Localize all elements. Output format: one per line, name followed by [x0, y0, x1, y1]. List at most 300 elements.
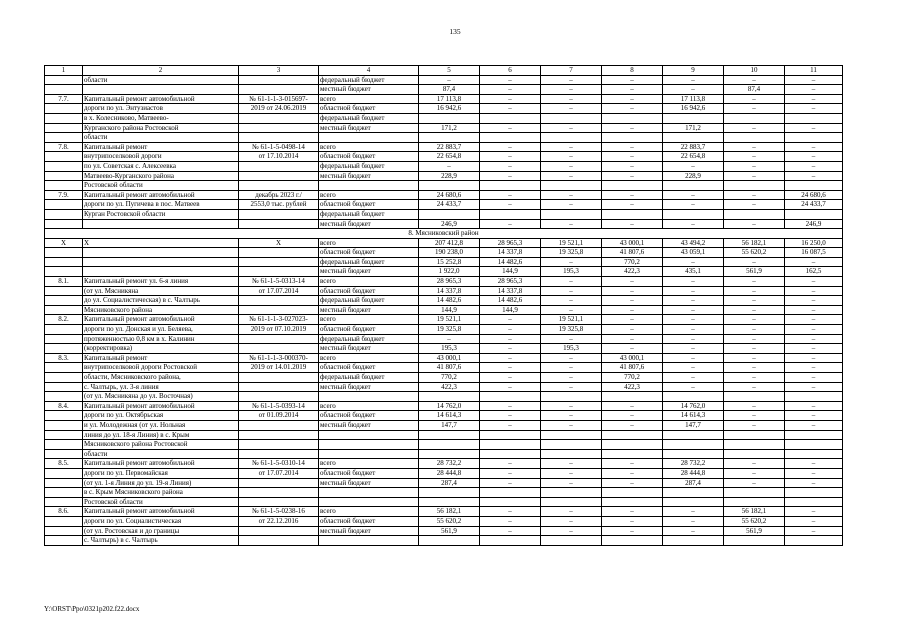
column-header: 4: [319, 66, 419, 76]
table-cell: федеральный бюджет: [319, 296, 419, 306]
table-cell: –: [663, 363, 724, 373]
table-cell: [419, 392, 480, 402]
table-cell: [45, 497, 83, 507]
table-cell: протяженностью 0,8 км в х. Калинин: [83, 334, 239, 344]
table-cell: [724, 449, 785, 459]
table-row: [45, 344, 843, 354]
table-cell: –: [663, 305, 724, 315]
table-cell: –: [724, 219, 785, 229]
table-cell: [663, 133, 724, 143]
table-cell: –: [724, 161, 785, 171]
table-cell: 8.5.: [45, 459, 83, 469]
table-cell: –: [785, 516, 843, 526]
table-cell: –: [724, 373, 785, 383]
table-cell: –: [663, 277, 724, 287]
table-cell: № 61-1-5-0310-14: [239, 459, 319, 469]
table-cell: 17 113,8: [663, 94, 724, 104]
table-cell: –: [419, 334, 480, 344]
table-row: [45, 401, 843, 411]
table-cell: –: [602, 526, 663, 536]
table-cell: –: [785, 123, 843, 133]
table-cell: [785, 133, 843, 143]
table-cell: [602, 536, 663, 546]
table-cell: [319, 497, 419, 507]
table-row: [45, 373, 843, 383]
table-row: [45, 142, 843, 152]
table-cell: [724, 113, 785, 123]
table-cell: [663, 209, 724, 219]
table-cell: [239, 123, 319, 133]
table-cell: –: [602, 334, 663, 344]
table-cell: 2019 от 07.10.2019: [239, 325, 319, 335]
table-cell: [239, 344, 319, 354]
table-cell: –: [724, 315, 785, 325]
table-cell: [45, 161, 83, 171]
table-cell: [480, 536, 541, 546]
table-cell: 144,9: [419, 305, 480, 315]
table-cell: [239, 478, 319, 488]
table-cell: с. Чалтырь, ул. 3-я линия: [83, 382, 239, 392]
table-cell: [45, 420, 83, 430]
table-cell: –: [480, 85, 541, 95]
table-cell: [45, 209, 83, 219]
table-cell: всего: [319, 190, 419, 200]
table-row: [45, 296, 843, 306]
table-row: [45, 190, 843, 200]
table-row: [45, 449, 843, 459]
table-cell: –: [785, 161, 843, 171]
table-cell: –: [480, 478, 541, 488]
table-cell: –: [785, 142, 843, 152]
table-cell: –: [663, 315, 724, 325]
table-cell: дороги по ул. Пугичева в пос. Матвеев: [83, 200, 239, 210]
file-path: Y:\ORST\Ppo\0321p202.f22.docx: [44, 605, 140, 613]
table-cell: [541, 430, 602, 440]
table-cell: [480, 181, 541, 191]
table-cell: 147,7: [419, 420, 480, 430]
table-row: [45, 181, 843, 191]
table-cell: области: [83, 449, 239, 459]
table-cell: 28 444,8: [663, 468, 724, 478]
table-cell: 14 482,6: [419, 296, 480, 306]
table-cell: [319, 392, 419, 402]
table-cell: 190 238,0: [419, 248, 480, 258]
table-cell: областной бюджет: [319, 152, 419, 162]
table-cell: –: [541, 373, 602, 383]
table-cell: Капитальный ремонт автомобильной: [83, 459, 239, 469]
table-cell: –: [663, 85, 724, 95]
table-cell: 770,2: [602, 257, 663, 267]
table-cell: 2553,0 тыс. рублей: [239, 200, 319, 210]
table-cell: –: [602, 459, 663, 469]
table-cell: внутрипоселковой дороги: [83, 152, 239, 162]
table-cell: [602, 209, 663, 219]
table-cell: линия до ул. 18-я Линия) в с. Крым: [83, 430, 239, 440]
table-cell: –: [602, 325, 663, 335]
table-cell: [45, 152, 83, 162]
table-cell: –: [785, 334, 843, 344]
table-row: [45, 277, 843, 287]
table-cell: 8.4.: [45, 401, 83, 411]
table-cell: Ростовской области: [83, 497, 239, 507]
table-cell: [83, 85, 239, 95]
table-cell: [724, 392, 785, 402]
table-cell: от 01.09.2014: [239, 411, 319, 421]
table-cell: [602, 133, 663, 143]
table-cell: –: [724, 123, 785, 133]
table-cell: –: [785, 286, 843, 296]
table-cell: [480, 113, 541, 123]
table-cell: областной бюджет: [319, 516, 419, 526]
table-cell: 14 337,8: [419, 286, 480, 296]
table-cell: 56 182,1: [419, 507, 480, 517]
table-cell: [45, 123, 83, 133]
table-cell: –: [785, 373, 843, 383]
table-cell: 22 654,8: [663, 152, 724, 162]
table-cell: всего: [319, 94, 419, 104]
table-cell: 144,9: [480, 267, 541, 277]
table-cell: [239, 526, 319, 536]
table-cell: [602, 488, 663, 498]
table-cell: [419, 113, 480, 123]
table-cell: 22 654,8: [419, 152, 480, 162]
table-cell: [663, 536, 724, 546]
table-row: [45, 94, 843, 104]
table-cell: 56 182,1: [724, 238, 785, 248]
table-cell: [239, 449, 319, 459]
table-cell: –: [724, 152, 785, 162]
table-cell: [239, 161, 319, 171]
table-row: [45, 219, 843, 229]
table-cell: 41 807,6: [419, 363, 480, 373]
table-cell: [45, 516, 83, 526]
table-cell: 8.3.: [45, 353, 83, 363]
table-cell: [45, 219, 83, 229]
table-cell: –: [541, 420, 602, 430]
table-cell: 16 087,5: [785, 248, 843, 258]
table-cell: [45, 200, 83, 210]
table-cell: –: [663, 334, 724, 344]
table-cell: [480, 440, 541, 450]
table-cell: [785, 497, 843, 507]
table-cell: [319, 536, 419, 546]
table-cell: [239, 440, 319, 450]
table-cell: [319, 449, 419, 459]
table-cell: –: [480, 94, 541, 104]
table-cell: 14 337,8: [480, 248, 541, 258]
table-cell: [419, 440, 480, 450]
table-cell: 162,5: [785, 267, 843, 277]
budget-table: [44, 65, 843, 546]
table-cell: [319, 440, 419, 450]
table-cell: 422,3: [419, 382, 480, 392]
table-row: [45, 248, 843, 258]
table-cell: [541, 497, 602, 507]
table-row: [45, 238, 843, 248]
table-cell: федеральный бюджет: [319, 373, 419, 383]
table-cell: [319, 430, 419, 440]
table-cell: [45, 267, 83, 277]
table-cell: –: [541, 94, 602, 104]
table-cell: –: [663, 516, 724, 526]
table-cell: –: [480, 219, 541, 229]
table-cell: местный бюджет: [319, 420, 419, 430]
table-cell: –: [602, 344, 663, 354]
table-cell: –: [724, 344, 785, 354]
table-row: [45, 478, 843, 488]
table-row: [45, 392, 843, 402]
table-cell: [602, 497, 663, 507]
table-cell: [45, 363, 83, 373]
table-cell: декабрь 2023 г./: [239, 190, 319, 200]
table-cell: –: [724, 200, 785, 210]
table-cell: Мясниковского района: [83, 305, 239, 315]
table-cell: Капитальный ремонт: [83, 142, 239, 152]
table-cell: 7.7.: [45, 94, 83, 104]
table-cell: [480, 488, 541, 498]
table-cell: [419, 181, 480, 191]
table-cell: –: [663, 200, 724, 210]
table-row: [45, 171, 843, 181]
table-row: [45, 85, 843, 95]
table-cell: –: [480, 411, 541, 421]
table-cell: [239, 85, 319, 95]
table-cell: –: [785, 305, 843, 315]
table-cell: –: [724, 459, 785, 469]
table-cell: областной бюджет: [319, 468, 419, 478]
table-cell: –: [602, 104, 663, 114]
table-cell: до ул. Социалистическая) в с. Чалтырь: [83, 296, 239, 306]
table-cell: Капитальный ремонт автомобильной: [83, 507, 239, 517]
table-cell: [45, 257, 83, 267]
table-cell: областной бюджет: [319, 411, 419, 421]
table-cell: по ул. Советская с. Алексеевка: [83, 161, 239, 171]
table-cell: –: [785, 85, 843, 95]
table-cell: от 17.07.2014: [239, 468, 319, 478]
table-cell: [724, 430, 785, 440]
table-cell: дороги по ул. Октябрьская: [83, 411, 239, 421]
table-cell: –: [785, 171, 843, 181]
table-cell: [541, 536, 602, 546]
table-cell: –: [419, 161, 480, 171]
table-cell: 14 482,6: [480, 257, 541, 267]
table-cell: –: [724, 305, 785, 315]
table-cell: 246,9: [785, 219, 843, 229]
table-cell: –: [724, 353, 785, 363]
table-cell: –: [602, 411, 663, 421]
table-cell: [480, 392, 541, 402]
table-cell: 8.1.: [45, 277, 83, 287]
table-cell: –: [480, 459, 541, 469]
table-cell: [45, 373, 83, 383]
table-cell: 28 965,3: [480, 238, 541, 248]
table-cell: –: [480, 315, 541, 325]
table-cell: –: [541, 411, 602, 421]
table-cell: [239, 305, 319, 315]
table-cell: 24 433,7: [419, 200, 480, 210]
table-cell: –: [480, 334, 541, 344]
table-cell: [45, 334, 83, 344]
table-cell: –: [480, 507, 541, 517]
table-cell: 144,9: [480, 305, 541, 315]
column-header: 5: [419, 66, 480, 76]
table-cell: 24 680,6: [785, 190, 843, 200]
table-cell: 22 883,7: [663, 142, 724, 152]
table-cell: –: [541, 200, 602, 210]
table-cell: [239, 430, 319, 440]
table-cell: № 61-1-5-0393-14: [239, 401, 319, 411]
table-cell: –: [785, 344, 843, 354]
table-row: [45, 315, 843, 325]
table-row: [45, 305, 843, 315]
table-cell: Курганского района Ростовской: [83, 123, 239, 133]
table-cell: Курган Ростовской области: [83, 209, 239, 219]
table-cell: –: [480, 190, 541, 200]
table-cell: –: [541, 219, 602, 229]
table-cell: –: [663, 296, 724, 306]
table-cell: –: [541, 478, 602, 488]
table-cell: –: [480, 401, 541, 411]
table-row: [45, 161, 843, 171]
table-cell: 19 521,1: [541, 238, 602, 248]
table-cell: Капитальный ремонт автомобильной: [83, 94, 239, 104]
table-cell: области: [83, 75, 239, 85]
table-cell: [45, 488, 83, 498]
table-cell: дороги по ул. Первомайская: [83, 468, 239, 478]
table-cell: Капитальный ремонт автомобильной: [83, 190, 239, 200]
table-cell: 43 000,1: [602, 238, 663, 248]
table-cell: дороги по ул. Энтузиастов: [83, 104, 239, 114]
header-row: [45, 66, 843, 76]
table-cell: [480, 209, 541, 219]
table-cell: [724, 133, 785, 143]
table-cell: –: [541, 75, 602, 85]
table-cell: [239, 392, 319, 402]
table-cell: [663, 440, 724, 450]
table-row: [45, 459, 843, 469]
table-cell: 41 807,6: [602, 248, 663, 258]
table-cell: –: [602, 200, 663, 210]
table-cell: [724, 209, 785, 219]
table-cell: 15 252,8: [419, 257, 480, 267]
table-cell: 16 942,6: [663, 104, 724, 114]
table-cell: 28 965,3: [480, 277, 541, 287]
table-cell: всего: [319, 142, 419, 152]
table-cell: Х: [83, 238, 239, 248]
table-cell: –: [541, 382, 602, 392]
table-cell: –: [602, 75, 663, 85]
table-cell: № 61-1-1-3-015697-: [239, 94, 319, 104]
table-cell: [724, 440, 785, 450]
table-cell: [785, 536, 843, 546]
table-cell: [541, 181, 602, 191]
table-cell: [541, 440, 602, 450]
table-cell: –: [480, 123, 541, 133]
table-cell: всего: [319, 459, 419, 469]
table-cell: –: [480, 382, 541, 392]
table-cell: 422,3: [602, 382, 663, 392]
table-cell: –: [785, 411, 843, 421]
table-cell: 22 883,7: [419, 142, 480, 152]
table-cell: [785, 113, 843, 123]
table-cell: № 61-1-1-3-027023-: [239, 315, 319, 325]
table-cell: [785, 449, 843, 459]
table-cell: 41 807,6: [602, 363, 663, 373]
table-cell: –: [785, 363, 843, 373]
table-cell: Капитальный ремонт автомобильной: [83, 315, 239, 325]
table-cell: [45, 113, 83, 123]
table-cell: –: [602, 161, 663, 171]
table-cell: 770,2: [419, 373, 480, 383]
table-cell: –: [480, 516, 541, 526]
table-cell: [419, 536, 480, 546]
table-cell: –: [785, 507, 843, 517]
table-cell: –: [541, 459, 602, 469]
table-cell: и ул. Молодежная (от ул. Нольная: [83, 420, 239, 430]
table-cell: –: [541, 161, 602, 171]
table-cell: [724, 497, 785, 507]
table-cell: 24 433,7: [785, 200, 843, 210]
table-cell: [785, 181, 843, 191]
page-number: 135: [449, 27, 461, 36]
table-cell: –: [785, 526, 843, 536]
table-row: [45, 152, 843, 162]
table-cell: [239, 536, 319, 546]
table-cell: –: [663, 219, 724, 229]
table-cell: –: [541, 123, 602, 133]
table-cell: [239, 181, 319, 191]
table-cell: [45, 392, 83, 402]
table-cell: –: [663, 161, 724, 171]
table-cell: [724, 488, 785, 498]
table-cell: Х: [45, 238, 83, 248]
table-cell: –: [785, 478, 843, 488]
column-header: 11: [785, 66, 843, 76]
table-cell: 2019 от 24.06.2019: [239, 104, 319, 114]
table-cell: [480, 430, 541, 440]
table-cell: –: [602, 468, 663, 478]
table-cell: 24 680,6: [419, 190, 480, 200]
table-cell: –: [724, 190, 785, 200]
table-cell: –: [724, 382, 785, 392]
table-cell: –: [724, 363, 785, 373]
table-cell: местный бюджет: [319, 382, 419, 392]
table-cell: –: [541, 277, 602, 287]
table-cell: областной бюджет: [319, 248, 419, 258]
table-cell: местный бюджет: [319, 123, 419, 133]
table-cell: –: [602, 277, 663, 287]
table-row: [45, 334, 843, 344]
table-cell: 8.6.: [45, 507, 83, 517]
table-row: [45, 200, 843, 210]
table-cell: 1 922,0: [419, 267, 480, 277]
table-cell: –: [541, 85, 602, 95]
table-cell: –: [541, 363, 602, 373]
table-cell: [83, 267, 239, 277]
table-cell: –: [541, 286, 602, 296]
table-cell: областной бюджет: [319, 286, 419, 296]
table-cell: [83, 219, 239, 229]
table-cell: [239, 497, 319, 507]
table-cell: [45, 133, 83, 143]
table-cell: 28 732,2: [419, 459, 480, 469]
table-cell: [602, 181, 663, 191]
table-row: [45, 133, 843, 143]
table-cell: [663, 113, 724, 123]
table-cell: [785, 440, 843, 450]
table-cell: [239, 334, 319, 344]
table-cell: [602, 392, 663, 402]
